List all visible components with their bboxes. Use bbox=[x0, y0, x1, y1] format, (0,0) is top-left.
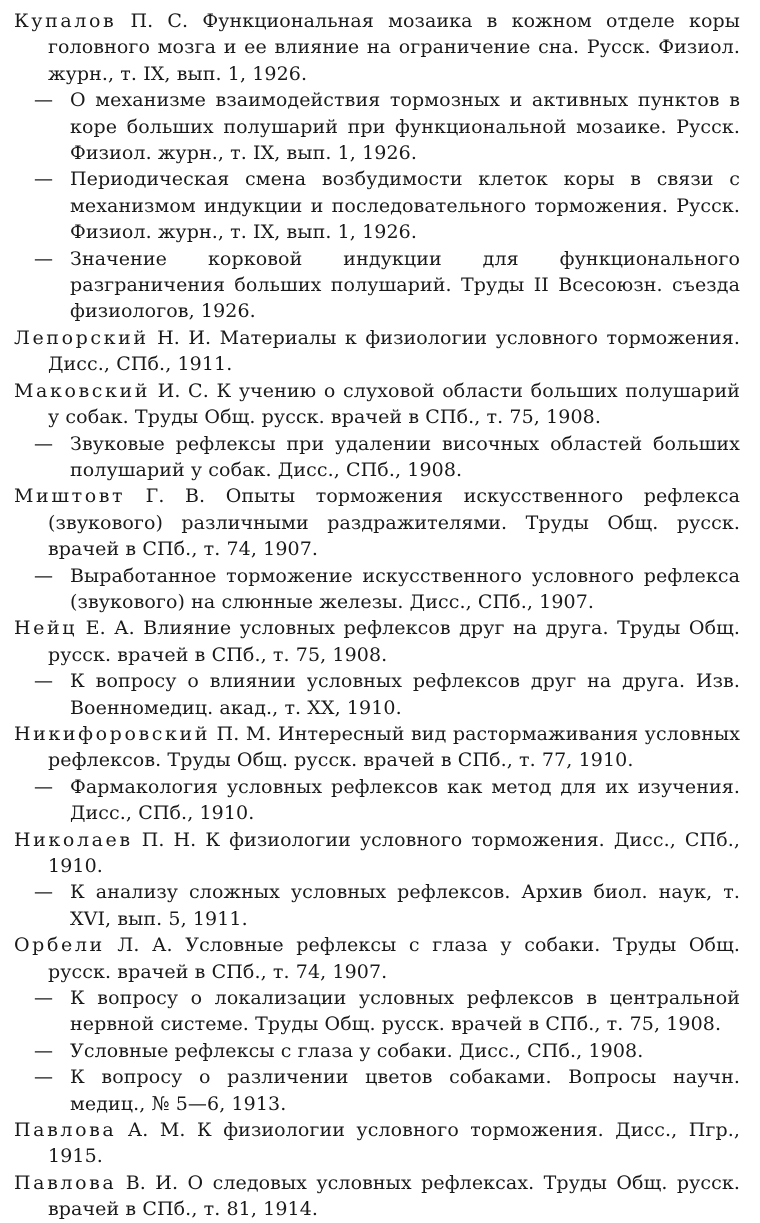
author-initials: В. И. bbox=[125, 1171, 179, 1194]
ditto-dash: — bbox=[34, 987, 54, 1010]
ditto-dash: — bbox=[34, 881, 54, 904]
bibliography-entry bbox=[14, 325, 740, 378]
bibliography-sub-entry bbox=[34, 87, 740, 166]
bibliography-entry bbox=[14, 1117, 741, 1170]
bibliography-entry bbox=[14, 827, 741, 880]
ditto-dash: — bbox=[34, 168, 54, 191]
entry-text: К вопросу о влиянии условных рефлексов друг на друга. Изв. Военномедиц. акад., т. XX, 1910. bbox=[70, 670, 740, 719]
author-surname: Маковский bbox=[14, 379, 151, 402]
entry-text: Интересный вид растормаживания условных рефлексов. Труды Общ. русск. врачей в СПб., т. 77, 1910. bbox=[48, 722, 741, 772]
entry-text: К анализу сложных условных рефлексов. Архив биол. наук, т. XVI, вып. 5, 1911. bbox=[70, 881, 740, 930]
entry-text: Выработанное торможение искусственного условного рефлекса (звукового) на слюнные железы. Дисс., СПб., 1907. bbox=[70, 564, 740, 613]
author-initials: Е. А. bbox=[85, 617, 135, 640]
ditto-dash: — bbox=[34, 775, 54, 798]
entry-text: Опыты торможения искусственного рефлекса (звукового) различными раздражителями. Труды Общ. русск. врачей в СПб., т. 74, 1907. bbox=[48, 485, 741, 561]
entry-text: К физиологии условного торможения. Дисс., СПб., 1910. bbox=[48, 828, 741, 877]
ditto-dash: — bbox=[34, 1039, 54, 1062]
author-initials: А. М. bbox=[127, 1119, 186, 1142]
author-surname: Павлова bbox=[14, 1119, 117, 1142]
ditto-dash: — bbox=[34, 432, 54, 455]
entry-text: Условные рефлексы с глаза у собаки. Труды Общ. русск. врачей в СПб., т. 74, 1907. bbox=[48, 934, 740, 983]
ditto-dash: — bbox=[34, 564, 54, 587]
bibliography-sub-entry bbox=[34, 985, 740, 1038]
author-surname: Миштовт bbox=[14, 485, 126, 508]
entry-text: Условные рефлексы с глаза у собаки. Дисс., СПб., 1908. bbox=[70, 1039, 644, 1062]
author-initials: И. С. bbox=[157, 379, 209, 402]
bibliography-sub-entry bbox=[34, 879, 740, 932]
ditto-dash: — bbox=[34, 89, 54, 112]
author-initials: П. Н. bbox=[141, 828, 197, 851]
entry-text: Материалы к физиологии условного торможения. Дисс., СПб., 1911. bbox=[48, 326, 740, 376]
entry-text: Функциональная мозаика в кожном отделе коры головного мозга и ее влияние на ограничение сна. Русск. Физиол. журн., т. IX, вып. 1, 1926. bbox=[48, 10, 740, 85]
bibliography-sub-entry bbox=[34, 774, 740, 827]
entry-text: Значение корковой индукции для функционального разграничения больших полушарий. Труды II Всесоюзн. съезда физиологов, 1926. bbox=[70, 247, 740, 323]
bibliography-sub-entry bbox=[34, 246, 740, 325]
bibliography-sub-entry bbox=[34, 668, 740, 721]
author-surname: Купалов bbox=[14, 10, 117, 32]
entry-text: К учению о слуховой области больших полушарий у собак. Труды Общ. русск. врачей в СПб., т. 75, 1908. bbox=[48, 379, 741, 429]
author-surname: Николаев bbox=[14, 828, 133, 851]
author-surname: Никифоровский bbox=[14, 722, 211, 745]
entry-text: О механизме взаимодействия тормозных и активных пунктов в коре больших полушарий при функциональной мозаике. Русск. Физиол. журн., т. IX, вып. 1, 1926. bbox=[70, 89, 740, 165]
entry-text: Периодическая смена возбудимости клеток коры в связи с механизмом индукции и последовательного торможения. Русск. Физиол. журн., т. IX, вып. 1, 1926. bbox=[70, 168, 740, 244]
bibliography-entry bbox=[14, 615, 741, 668]
author-initials: П. С. bbox=[130, 10, 189, 32]
ditto-dash: — bbox=[34, 670, 54, 693]
bibliography-page bbox=[0, 8, 760, 1223]
bibliography-sub-entry bbox=[34, 1038, 740, 1064]
bibliography-entry bbox=[14, 483, 741, 562]
entry-text: Звуковые рефлексы при удалении височных областей больших полушарий у собак. Дисс., СПб., 1908. bbox=[70, 432, 740, 481]
entry-text: О следовых условных рефлексах. Труды Общ. русск. врачей в СПб., т. 81, 1914. bbox=[48, 1171, 741, 1221]
bibliography-entry bbox=[14, 1170, 741, 1223]
author-surname: Павлова bbox=[14, 1171, 117, 1194]
bibliography-sub-entry bbox=[34, 166, 740, 245]
entry-text: К вопросу о локализации условных рефлексов в центральной нервной системе. Труды Общ. русск. врачей в СПб., т. 75, 1908. bbox=[70, 987, 740, 1036]
bibliography-sub-entry bbox=[34, 563, 740, 616]
entry-text: К вопросу о различении цветов собаками. Вопросы научн. медиц., № 5—6, 1913. bbox=[70, 1066, 740, 1115]
bibliography-entry bbox=[14, 8, 740, 87]
bibliography-entry bbox=[14, 721, 741, 774]
entry-text: Фармакология условных рефлексов как метод для их изучения. Дисс., СПб., 1910. bbox=[70, 775, 740, 825]
author-surname: Орбели bbox=[14, 934, 105, 957]
entry-text: К физиологии условного торможения. Дисс., Пгр., 1915. bbox=[48, 1119, 741, 1168]
bibliography-sub-entry bbox=[34, 1064, 740, 1117]
entry-text: Влияние условных рефлексов друг на друга. Труды Общ. русск. врачей в СПб., т. 75, 1908. bbox=[48, 617, 741, 666]
bibliography-sub-entry bbox=[34, 431, 740, 484]
ditto-dash: — bbox=[34, 1066, 54, 1089]
bibliography-entry bbox=[14, 932, 740, 985]
author-initials: Г. В. bbox=[145, 485, 206, 508]
author-initials: Л. А. bbox=[117, 934, 173, 957]
bibliography-entry bbox=[14, 378, 741, 431]
author-initials: Н. И. bbox=[157, 326, 212, 349]
author-surname: Нейц bbox=[14, 617, 78, 640]
author-surname: Лепорский bbox=[14, 326, 149, 349]
author-initials: П. М. bbox=[216, 722, 272, 745]
ditto-dash: — bbox=[34, 247, 54, 270]
